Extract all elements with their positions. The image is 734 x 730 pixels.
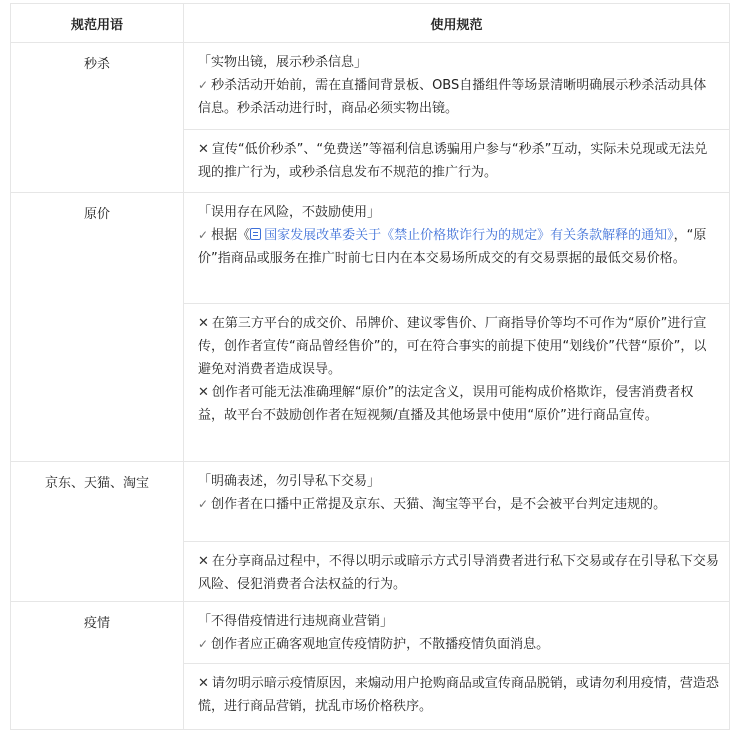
rule-cell [184, 130, 730, 193]
table-row [11, 602, 730, 664]
allowed-text: ✓ 创作者应正确客观地宣传疫情防护，不散播疫情负面消息。 [198, 637, 550, 652]
rule-title: 「实物出镜，展示秒杀信息」 [198, 55, 368, 70]
forbidden-text: ✕ 创作者可能无法准确理解“原价”的法定含义，误用可能构成价格欺诈，侵害消费者权益，故平台不鼓励创作者在短视频/直播及其他场景中使用“原价”进行商品宣传。 [198, 385, 694, 423]
rule-cell [184, 542, 730, 602]
regulation-link[interactable]: 国家发展改革委关于《禁止价格欺诈行为的规定》有关条款解释的通知》 [250, 228, 674, 243]
table-row [11, 43, 730, 130]
check-icon: ✓ [198, 228, 209, 242]
forbidden-text: ✕ 请勿明示暗示疫情原因，来煽动用户抢购商品或宣传商品脱销，或请勿利用疫情，营造恐慌，进行商品营销，扰乱市场价格秩序。 [198, 676, 719, 714]
term-cell: 京东、天猫、淘宝 [11, 462, 184, 602]
cross-icon: ✕ [198, 676, 209, 691]
rule-title: 「误用存在风险，不鼓励使用」 [198, 205, 381, 220]
rule-cell [184, 462, 730, 542]
check-icon: ✓ [198, 637, 209, 651]
rule-cell [184, 664, 730, 730]
allowed-text: ✓ 创作者在口播中正常提及京东、天猫、淘宝等平台，是不会被平台判定违规的。 [198, 497, 667, 512]
table-row [11, 462, 730, 542]
rules-table [10, 3, 730, 730]
rule-cell [184, 43, 730, 130]
forbidden-text: ✕ 在分享商品过程中，不得以明示或暗示方式引导消费者进行私下交易或存在引导私下交易风险、侵犯消费者合法权益的行为。 [198, 554, 719, 592]
document-icon [250, 228, 261, 240]
table-row [11, 193, 730, 304]
forbidden-text: ✕ 在第三方平台的成交价、吊牌价、建议零售价、厂商指导价等均不可作为“原价”进行宣传，创作者宣传“商品曾经售价”的，可在符合事实的前提下使用“划线价”代替“原价”，以避免对消费者造成误导。 [198, 316, 707, 377]
check-icon: ✓ [198, 497, 209, 511]
rule-cell [184, 193, 730, 304]
term-cell: 秒杀 [11, 43, 184, 193]
header-rule: 使用规范 [184, 4, 730, 43]
term-cell: 疫情 [11, 602, 184, 730]
term-cell: 原价 [11, 193, 184, 462]
allowed-text: ✓ 根据《 国家发展改革委关于《禁止价格欺诈行为的规定》有关条款解释的通知》，“原价”指商品或服务在推广时前七日内在本交易场所成交的有交易票据的最低交易价格。 [198, 228, 707, 266]
cross-icon: ✕ [198, 385, 209, 400]
rule-title: 「明确表述，勿引导私下交易」 [198, 474, 381, 489]
cross-icon: ✕ [198, 554, 209, 569]
allowed-text: ✓ 秒杀活动开始前，需在直播间背景板、OBS自播组件等场景清晰明确展示秒杀活动具体信息。秒杀活动进行时，商品必须实物出镜。 [198, 78, 707, 116]
cross-icon: ✕ [198, 316, 209, 331]
forbidden-text: ✕ 宣传“低价秒杀”、“免费送”等福利信息诱骗用户参与“秒杀”互动，实际未兑现或无法兑现的推广行为，或秒杀信息发布不规范的推广行为。 [198, 142, 708, 180]
header-term: 规范用语 [11, 4, 184, 43]
rule-title: 「不得借疫情进行违规商业营销」 [198, 614, 394, 629]
check-icon: ✓ [198, 78, 209, 92]
cross-icon: ✕ [198, 142, 209, 157]
table-header-row [11, 4, 730, 43]
rule-cell [184, 304, 730, 462]
rule-cell [184, 602, 730, 664]
